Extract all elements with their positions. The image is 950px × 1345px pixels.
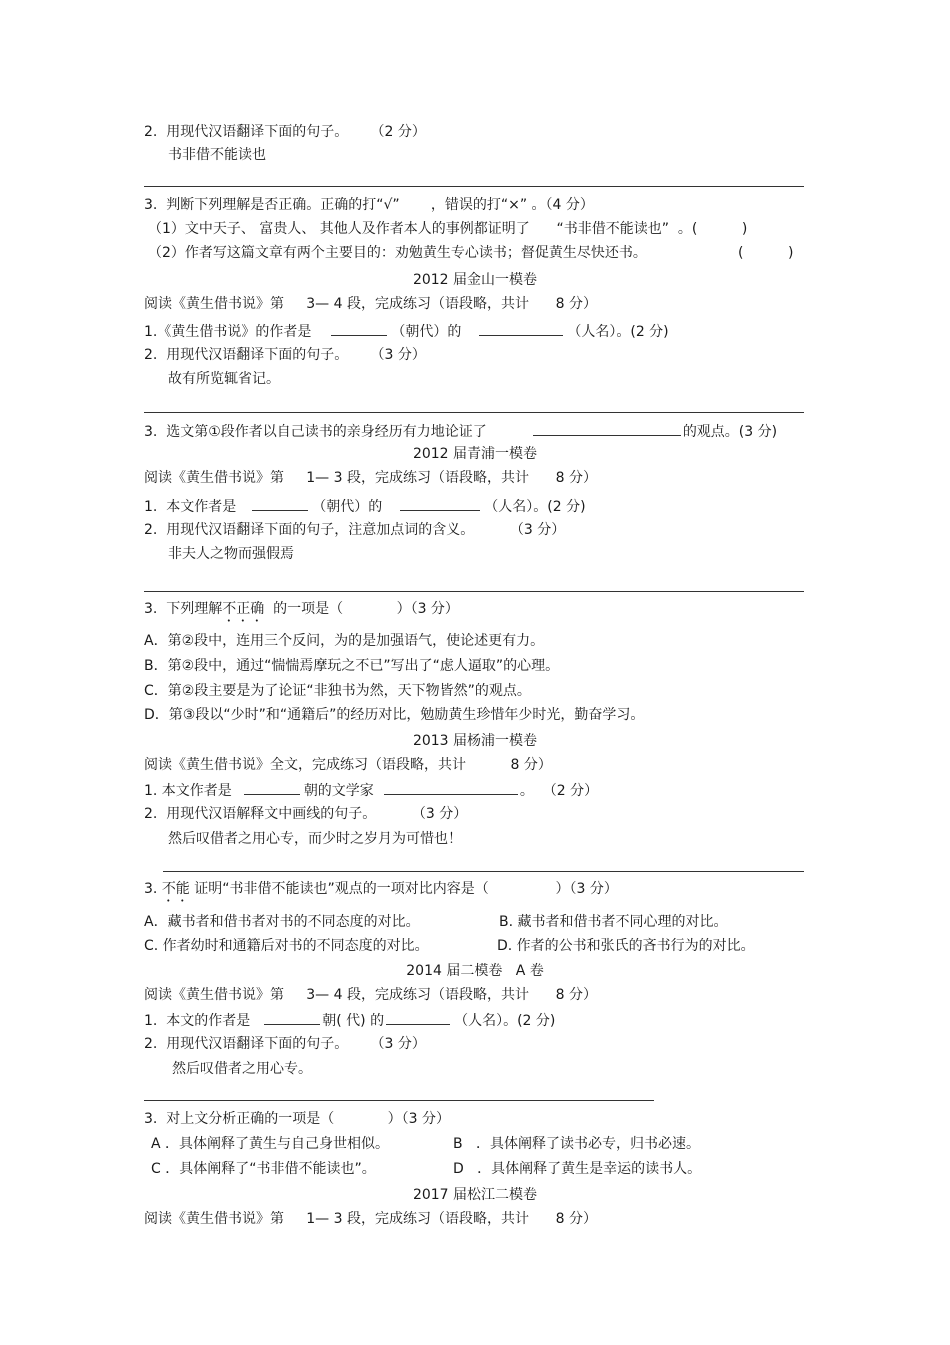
section-title: 2013 届杨浦一模卷 — [412, 733, 538, 749]
question-2: 2. 用现代汉语翻译下面的句子。 （2 分） — [144, 124, 426, 140]
option-a: A．第②段中，连用三个反问，为的是加强语气，使论述更有力。 — [144, 633, 545, 649]
fill-blank[interactable] — [252, 496, 308, 511]
question-3: 3. 不能 证明“书非借不能读也”观点的一项对比内容是（ ）（3 分） — [144, 881, 618, 897]
option-b: B．第②段中，通过“惴惴焉摩玩之不已”写出了“虑人逼取”的心理。 — [144, 658, 560, 674]
fill-blank[interactable] — [384, 780, 518, 795]
judgement-paren: ( ) — [738, 245, 794, 261]
answer-line — [144, 186, 804, 187]
question-3: 3. 选文第①段作者以自己读书的亲身经历有力地论证了 的观点。(3 分) — [144, 421, 777, 441]
fill-blank[interactable] — [400, 496, 480, 511]
option-c: C. 作者幼时和通籍后对书的不同态度的对比。 — [144, 938, 429, 954]
section-intro: 阅读《黄生借书说》第 3— 4 段，完成练习（语段略，共计 8 分） — [144, 987, 598, 1003]
sentence-to-translate: 书非借不能读也 — [168, 147, 266, 163]
option-d: D ．具体阐释了黄生是幸运的读书人。 — [453, 1161, 702, 1177]
statement-2: （2）作者写这篇文章有两个主要目的：劝勉黄生专心读书；督促黄生尽快还书。 — [148, 245, 647, 261]
fill-blank[interactable] — [264, 1010, 320, 1025]
question-2: 2. 用现代汉语翻译下面的句子。 （3 分） — [144, 347, 426, 363]
question-3: 3. 对上文分析正确的一项是（ ）（3 分） — [144, 1111, 451, 1127]
question-2: 2. 用现代汉语翻译下面的句子，注意加点词的含义。 （3 分） — [144, 522, 566, 538]
section-title: 2012 届青浦一模卷 — [412, 446, 538, 462]
fill-blank[interactable] — [386, 1010, 450, 1025]
option-c: C ．具体阐释了“书非借不能读也”。 — [151, 1161, 376, 1177]
fill-blank[interactable] — [331, 321, 387, 336]
option-a: A．藏书者和借书者对书的不同态度的对比。 — [144, 914, 420, 930]
section-intro: 阅读《黄生借书说》第 3— 4 段，完成练习（语段略，共计 8 分） — [144, 296, 598, 312]
option-b: B. 藏书者和借书者不同心理的对比。 — [499, 914, 728, 930]
option-d: D. 作者的公书和张氏的吝书行为的对比。 — [497, 938, 755, 954]
option-d: D．第③段以“少时”和“通籍后”的经历对比，勉励黄生珍惜年少时光，勤奋学习。 — [144, 707, 645, 723]
sentence-to-translate: 非夫人之物而强假焉 — [168, 546, 294, 562]
fill-blank[interactable] — [533, 421, 681, 436]
section-title: 2017 届松江二模卷 — [412, 1187, 538, 1203]
section-title: 2014 届二模卷 A 卷 — [406, 963, 544, 979]
answer-line — [163, 871, 804, 872]
answer-line — [144, 1100, 654, 1101]
section-intro: 阅读《黄生借书说》第 1— 3 段，完成练习（语段略，共计 8 分） — [144, 470, 598, 486]
sentence-to-explain: 然后叹借者之用心专，而少时之岁月为可惜也！ — [168, 831, 462, 847]
question-1: 1. 本文作者是 朝的文学家 。 （2 分） — [144, 780, 598, 800]
statement-1: （1）文中天子、 富贵人、 其他人及作者本人的事例都证明了 “书非借不能读也” 。( ) — [148, 221, 748, 237]
fill-blank[interactable] — [244, 780, 300, 795]
question-1: 1. 本文作者是 （朝代）的 （人名）。(2 分) — [144, 496, 586, 516]
question-2: 2. 用现代汉语解释文中画线的句子。 （3 分） — [144, 806, 468, 822]
question-2: 2. 用现代汉语翻译下面的句子。 （3 分） — [144, 1036, 426, 1052]
question-1: 1. 本文的作者是 朝( 代) 的 （人名）。(2 分) — [144, 1010, 555, 1030]
section-title: 2012 届金山一模卷 — [412, 272, 538, 288]
section-intro: 阅读《黄生借书说》第 1— 3 段，完成练习（语段略，共计 8 分） — [144, 1211, 598, 1227]
answer-line — [144, 591, 804, 592]
question-3: 3. 下列理解不正确 的一项是（ ）（3 分） — [144, 601, 459, 617]
section-intro: 阅读《黄生借书说》全文，完成练习（语段略，共计 8 分） — [144, 757, 552, 773]
option-b: B ．具体阐释了读书必专，归书必速。 — [453, 1136, 700, 1152]
question-1: 1.《黄生借书说》的作者是 （朝代）的 （人名）。(2 分) — [144, 321, 669, 341]
option-a: A ．具体阐释了黄生与自己身世相似。 — [151, 1136, 390, 1152]
answer-line — [144, 412, 804, 413]
option-c: C．第②段主要是为了论证“非独书为然，天下物皆然”的观点。 — [144, 683, 531, 699]
fill-blank[interactable] — [479, 321, 563, 336]
sentence-to-translate: 然后叹借者之用心专。 — [172, 1061, 312, 1077]
question-3: 3. 判断下列理解是否正确。正确的打“√” ，错误的打“×” 。（4 分） — [144, 197, 594, 213]
sentence-to-translate: 故有所览辄省记。 — [168, 371, 280, 387]
